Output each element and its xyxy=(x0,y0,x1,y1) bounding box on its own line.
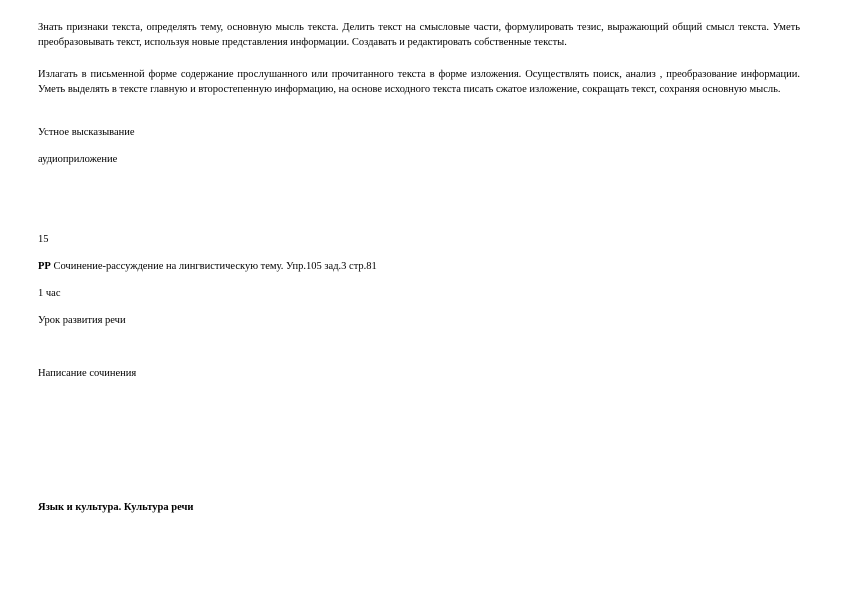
lesson-type: Урок развития речи xyxy=(38,315,126,326)
lesson-activity: Написание сочинения xyxy=(38,368,137,379)
lesson-title-prefix: РР xyxy=(38,261,51,272)
lesson-number: 15 xyxy=(38,234,49,245)
lesson-title xyxy=(38,259,800,274)
skills-presentation-paragraph: Излагать в письменной форме содержание прослушанного или прочитанного текста в форме изложения. Осуществлять поиск, анализ , преобразование информации. Уметь выделять в тексте главную и второстепенную информацию, на основе исходного текста писать сжатое изложение, сокращать текст, сохраняя основную мысль. xyxy=(38,69,800,95)
oral-statement-text: Устное высказывание xyxy=(38,127,135,138)
lesson-title-text: Сочинение-рассуждение на лингвистическую тему. Упр.105 зад.3 стр.81 xyxy=(50,261,377,272)
lesson-duration: 1 час xyxy=(38,288,61,299)
audio-appendix-text: аудиоприложение xyxy=(38,154,118,165)
skills-text-paragraph: Знать признаки текста, определять тему, основную мысль текста. Делить текст на смысловые части, формулировать тезис, выражающий общий смысл текста. Уметь преобразовывать текст, используя новые представления информации. Создавать и редактировать собственные тексты. xyxy=(38,22,800,48)
section-heading: Язык и культура. Культура речи xyxy=(38,502,194,513)
